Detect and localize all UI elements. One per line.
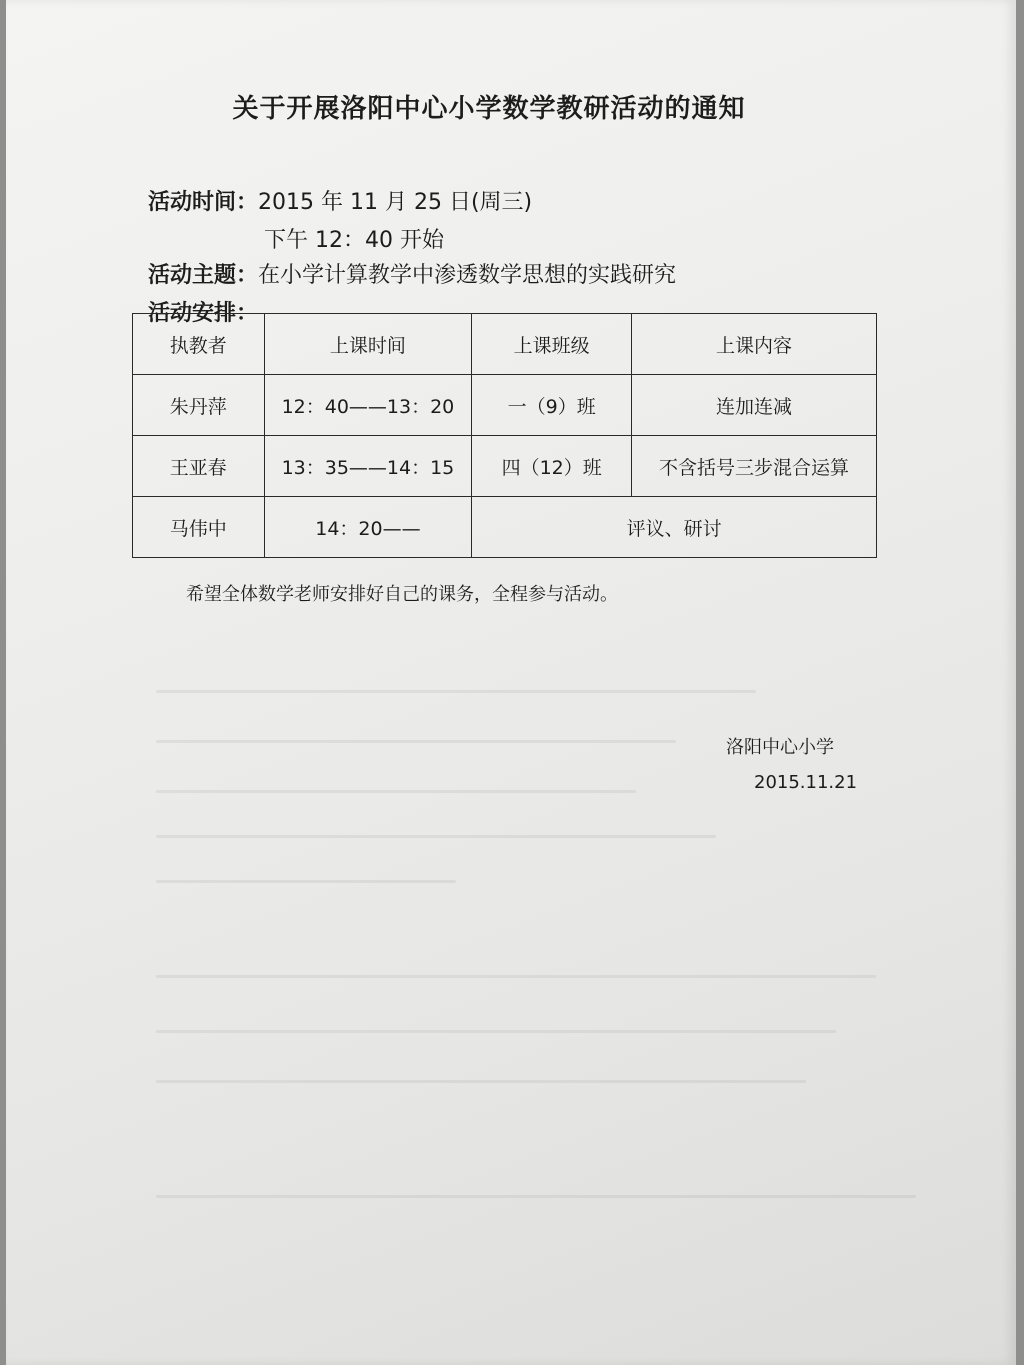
activity-time-value: 2015 年 11 月 25 日(周三) — [258, 190, 533, 215]
cell-content: 连加连减 — [631, 375, 876, 436]
show-through-line — [156, 975, 876, 978]
cell-content: 不含括号三步混合运算 — [631, 436, 876, 497]
activity-time-row — [148, 185, 532, 216]
closing-note: 希望全体数学老师安排好自己的课务，全程参与活动。 — [186, 584, 618, 605]
table-row — [133, 497, 877, 558]
notice-title: 关于开展洛阳中心小学数学教研活动的通知 — [232, 94, 746, 124]
header-teacher: 执教者 — [133, 314, 265, 375]
show-through-line — [156, 1080, 806, 1083]
show-through-line — [156, 1195, 916, 1198]
show-through-line — [156, 690, 756, 693]
paper-sheet — [6, 0, 1016, 1365]
show-through-line — [156, 740, 676, 743]
show-through-line — [156, 835, 716, 838]
cell-class: 一（9）班 — [472, 375, 632, 436]
header-class: 上课班级 — [472, 314, 632, 375]
cell-time: 14：20—— — [264, 497, 472, 558]
cell-teacher: 朱丹萍 — [133, 375, 265, 436]
header-content: 上课内容 — [631, 314, 876, 375]
activity-time-label: 活动时间： — [148, 190, 259, 215]
activity-theme-row — [148, 258, 676, 289]
cell-class: 四（12）班 — [472, 436, 632, 497]
activity-theme-label: 活动主题： — [148, 263, 259, 288]
show-through-line — [156, 1030, 836, 1033]
activity-schedule-label: 活动安排： — [148, 301, 259, 326]
show-through-line — [156, 880, 456, 883]
activity-start-time: 下午 12：40 开始 — [264, 228, 444, 253]
cell-teacher: 王亚春 — [133, 436, 265, 497]
signature-organization: 洛阳中心小学 — [726, 737, 834, 758]
cell-time: 12：40——13：20 — [264, 375, 472, 436]
activity-theme-value: 在小学计算教学中渗透数学思想的实践研究 — [258, 263, 677, 288]
schedule-table — [132, 313, 877, 558]
show-through-line — [156, 790, 636, 793]
header-time: 上课时间 — [264, 314, 472, 375]
cell-teacher: 马伟中 — [133, 497, 265, 558]
table-row — [133, 375, 877, 436]
table-header-row — [133, 314, 877, 375]
table-row — [133, 436, 877, 497]
cell-merged-content: 评议、研讨 — [472, 497, 877, 558]
signature-date: 2015.11.21 — [754, 772, 858, 793]
cell-time: 13：35——14：15 — [264, 436, 472, 497]
